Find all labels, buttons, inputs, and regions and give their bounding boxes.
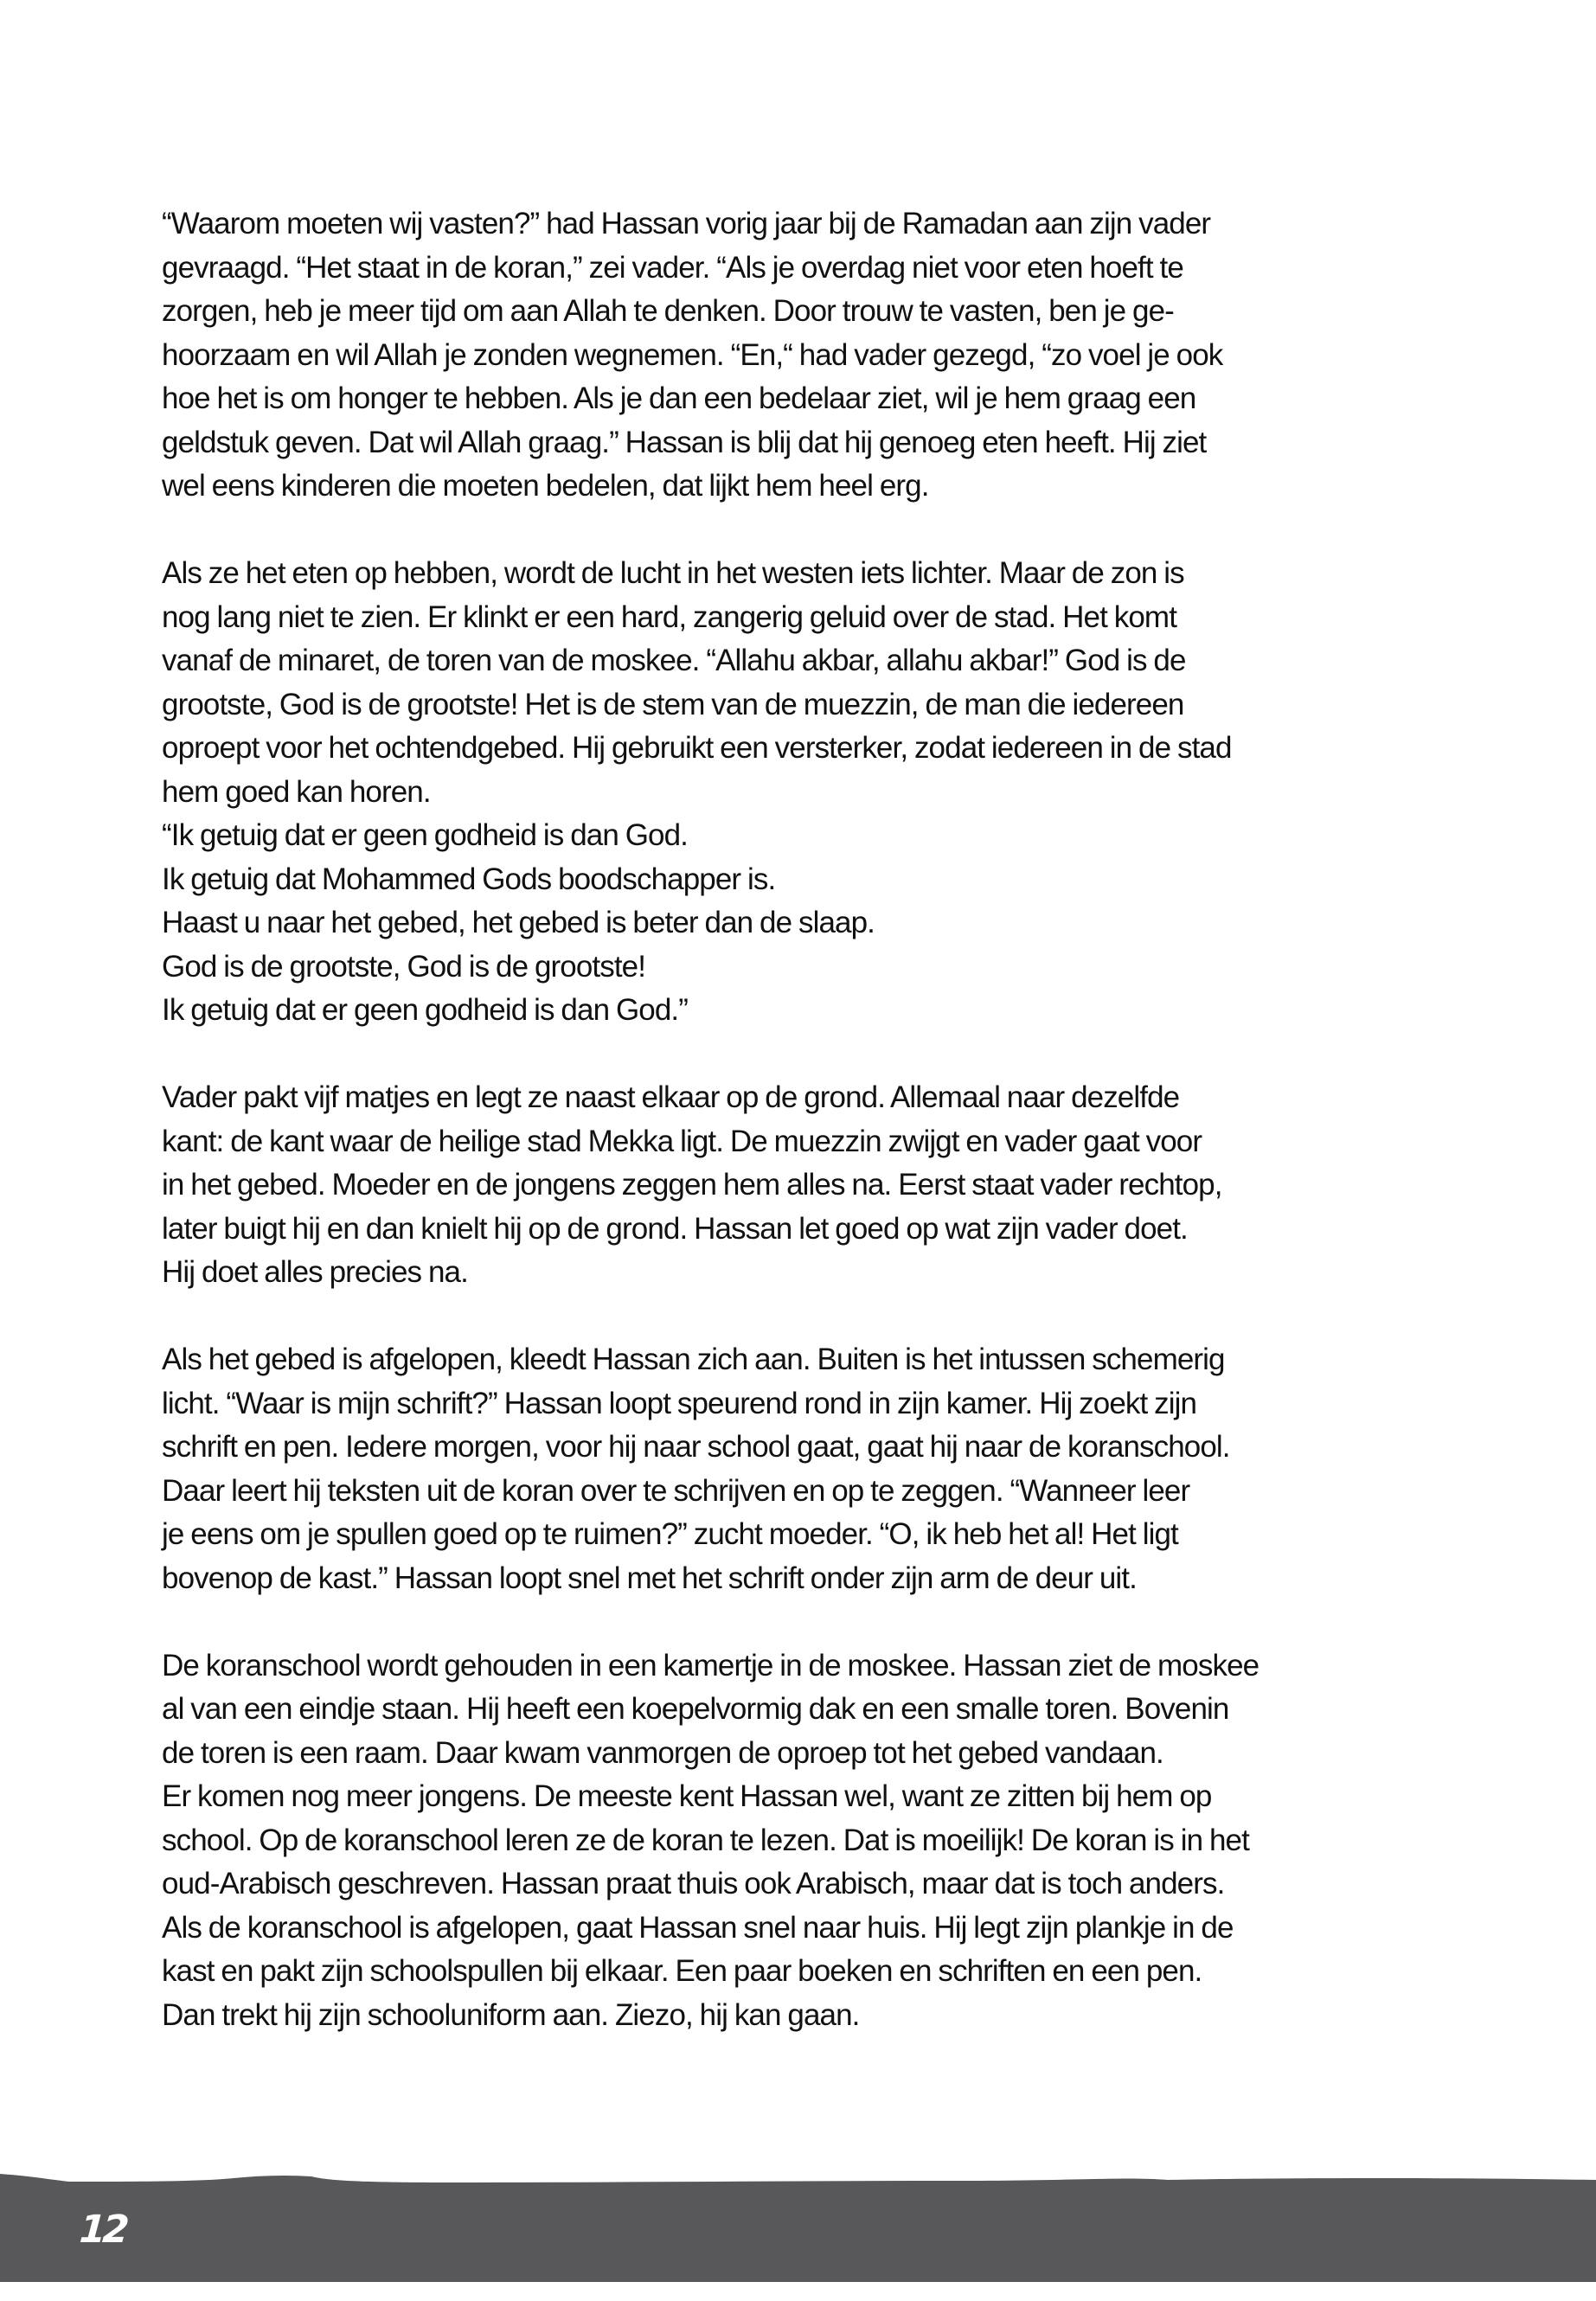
text-line: Vader pakt vijf matjes en legt ze naast elkaar op de grond. Allemaal naar dezelfde [162, 1080, 1180, 1114]
text-line: “Waarom moeten wij vasten?” had Hassan vorig jaar bij de Ramadan aan zijn vader [162, 207, 1211, 240]
prayer-line: God is de grootste, God is de grootste! [162, 949, 646, 984]
text-line: de toren is een raam. Daar kwam vanmorgen de oproep tot het gebed vandaan. [162, 1735, 1163, 1770]
text-line: wel eens kinderen die moeten bedelen, dat lijkt hem heel erg. [162, 469, 929, 503]
prayer-line: Ik getuig dat Mohammed Gods boodschapper is. [162, 862, 776, 896]
prayer-line: Haast u naar het gebed, het gebed is beter dan de slaap. [162, 906, 875, 939]
text-line: grootste, God is de grootste! Het is de stem van de muezzin, de man die iedereen [162, 687, 1184, 721]
paragraph-1 [162, 202, 1442, 509]
text-line: je eens om je spullen goed op te ruimen?” zucht moeder. “O, ik heb het al! Het ligt [162, 1517, 1178, 1551]
text-line: bovenop de kast.” Hassan loopt snel met het schrift onder zijn arm de deur uit. [162, 1561, 1137, 1595]
text-line: oproept voor het ochtendgebed. Hij gebruikt een versterker, zodat iedereen in de stad [162, 731, 1232, 765]
text-line: Dan trekt hij zijn schooluniform aan. Ziezo, hij kan gaan. [162, 1997, 860, 2032]
text-line: nog lang niet te zien. Er klinkt er een hard, zangerig geluid over de stad. Het komt [162, 599, 1177, 634]
prayer-line: Ik getuig dat er geen godheid is dan God.” [162, 993, 688, 1027]
text-line: Als ze het eten op hebben, wordt de lucht in het westen iets lichter. Maar de zon is [162, 556, 1184, 590]
text-line: licht. “Waar is mijn schrift?” Hassan loopt speurend rond in zijn kamer. Hij zoekt zijn [162, 1386, 1197, 1420]
paragraph-2 [162, 552, 1442, 1033]
torn-edge-shape [0, 2174, 1596, 2282]
text-line: De koranschool wordt gehouden in een kamertje in de moskee. Hassan ziet de moskee [162, 1648, 1259, 1682]
text-line: al van een eindje staan. Hij heeft een koepelvormig dak en een smalle toren. Bovenin [162, 1692, 1229, 1726]
page-number: 12 [78, 2208, 128, 2252]
text-line: hem goed kan horen. [162, 774, 431, 809]
text-line: oud-Arabisch geschreven. Hassan praat thuis ook Arabisch, maar dat is toch anders. [162, 1867, 1225, 1900]
text-line: vanaf de minaret, de toren van de moskee. “Allahu akbar, allahu akbar!” God is de [162, 644, 1186, 677]
paragraph-4 [162, 1338, 1442, 1600]
text-line: later buigt hij en dan knielt hij op de grond. Hassan let goed op wat zijn vader doet. [162, 1211, 1188, 1246]
text-line: schrift en pen. Iedere morgen, voor hij naar school gaat, gaat hij naar de koranschool. [162, 1430, 1230, 1464]
paragraph-5 [162, 1644, 1442, 2038]
text-line: zorgen, heb je meer tijd om aan Allah te denken. Door trouw te vasten, ben je ge- [162, 294, 1174, 328]
footer-band [0, 2170, 1596, 2282]
text-line: Als het gebed is afgelopen, kleedt Hassan zich aan. Buiten is het intussen schemerig [162, 1343, 1225, 1376]
text-line: Er komen nog meer jongens. De meeste kent Hassan wel, want ze zitten bij hem op [162, 1779, 1212, 1813]
text-line: gevraagd. “Het staat in de koran,” zei vader. “Als je overdag niet voor eten hoeft te [162, 250, 1183, 285]
text-line: in het gebed. Moeder en de jongens zeggen hem alles na. Eerst staat vader rechtop, [162, 1168, 1222, 1202]
text-line: school. Op de koranschool leren ze de koran te lezen. Dat is moeilijk! De koran is in het [162, 1823, 1249, 1857]
text-line: kast en pakt zijn schoolspullen bij elkaar. Een paar boeken en schriften en een pen. [162, 1954, 1202, 1988]
text-line: kant: de kant waar de heilige stad Mekka ligt. De muezzin zwijgt en vader gaat voor [162, 1124, 1202, 1158]
story-text [162, 202, 1442, 2081]
paragraph-3 [162, 1076, 1442, 1295]
text-line: Hij doet alles precies na. [162, 1255, 468, 1289]
text-line: geldstuk geven. Dat wil Allah graag.” Hassan is blij dat hij genoeg eten heeft. Hij ziet [162, 425, 1207, 459]
text-line: hoe het is om honger te hebben. Als je dan een bedelaar ziet, wil je hem graag een [162, 381, 1196, 415]
text-line: Daar leert hij teksten uit de koran over te schrijven en op te zeggen. “Wanneer leer [162, 1473, 1190, 1508]
prayer-line: “Ik getuig dat er geen godheid is dan God. [162, 818, 688, 852]
text-line: hoorzaam en wil Allah je zonden wegnemen. “En,“ had vader gezegd, “zo voel je ook [162, 337, 1223, 372]
text-line: Als de koranschool is afgelopen, gaat Hassan snel naar huis. Hij legt zijn plankje in de [162, 1910, 1234, 1945]
